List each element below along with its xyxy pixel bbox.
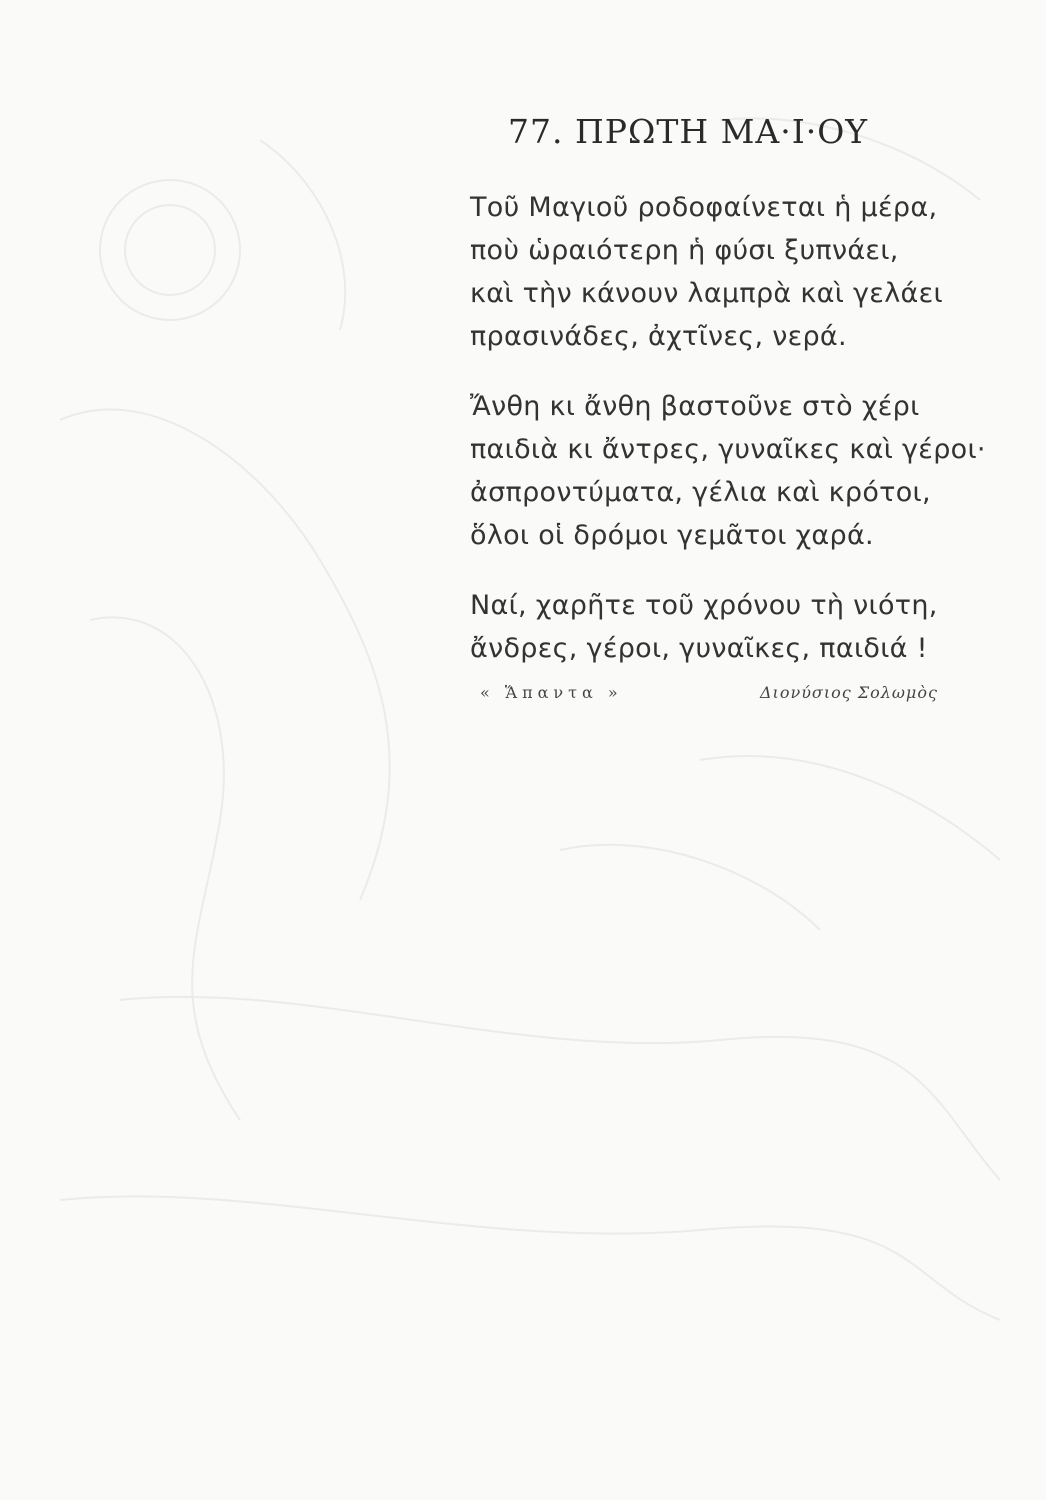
attribution-source: « Ἅπαντα » <box>480 683 623 702</box>
poem-line: Ναί, χαρῆτε τοῦ χρόνου τὴ νιότη, <box>470 590 938 621</box>
poem-line: ποὺ ὡραιότερη ἡ φύσι ξυπνάει, <box>470 235 899 266</box>
stanza-3 <box>470 584 980 670</box>
poem-line: καὶ τὴν κάνουν λαμπρὰ καὶ γελάει <box>470 278 943 309</box>
poem-line: παιδιὰ κι ἄντρες, γυναῖκες καὶ γέροι· <box>470 434 986 465</box>
poem-title: 77. ΠΡΩΤΗ ΜΑ·Ι·ΟΥ <box>508 112 869 151</box>
poem-body <box>470 186 986 697</box>
stanza-2 <box>470 385 986 557</box>
poem-line: Ἄνθη κι ἄνθη βαστοῦνε στὸ χέρι <box>470 391 920 422</box>
poem-line: ἀσπροντύματα, γέλια καὶ κρότοι, <box>470 477 931 508</box>
attribution-author: Διονύσιος Σολωμὸς <box>760 683 938 702</box>
poem-line: ἄνδρες, γέροι, γυναῖκες, παιδιά ! <box>470 633 928 664</box>
poem-line: ὅλοι οἱ δρόμοι γεμᾶτοι χαρά. <box>470 520 874 551</box>
poem-line: πρασινάδες, ἀχτῖνες, νερά. <box>470 321 847 352</box>
stanza-1 <box>470 186 980 358</box>
poem-line: Τοῦ Μαγιοῦ ροδοφαίνεται ἡ μέρα, <box>470 192 938 223</box>
